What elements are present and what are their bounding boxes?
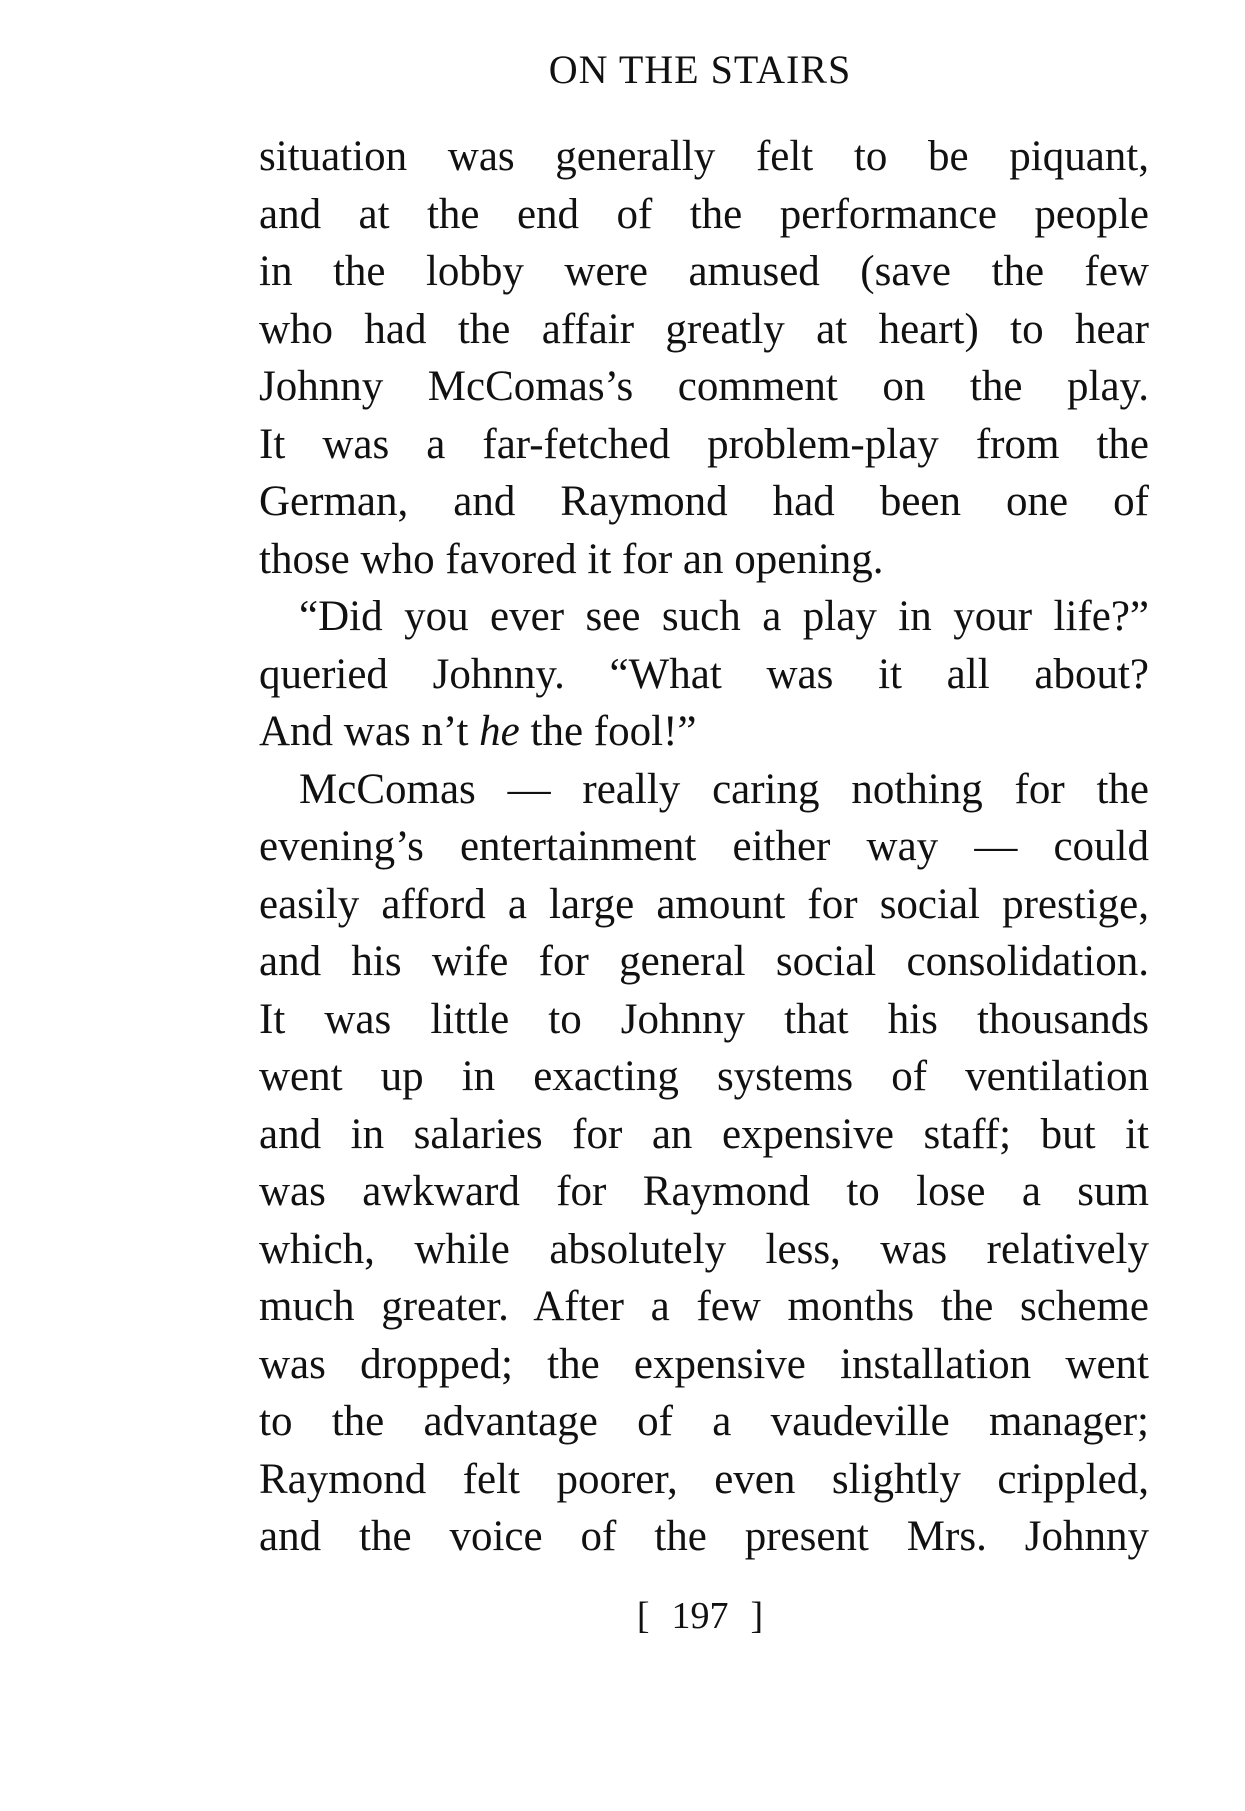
- running-head: ON THE STAIRS: [548, 47, 852, 92]
- text-line: in the lobby were amused (save the few: [259, 248, 1149, 295]
- text-line: German, and Raymond had been one of: [259, 478, 1149, 525]
- text-line-with-italic: [259, 703, 1149, 761]
- text-line: McComas — really caring nothing for the: [299, 765, 1149, 813]
- text-line: went up in exacting systems of ventilation: [259, 1053, 1149, 1100]
- text-line: and his wife for general social consolidation.: [259, 938, 1149, 985]
- page-number-value: 197: [671, 1595, 729, 1637]
- text-line: “Did you ever see such a play in your life?”: [299, 593, 1149, 640]
- folio-bracket-right: ]: [750, 1595, 764, 1637]
- page-number: [600, 1594, 800, 1638]
- text-line: to the advantage of a vaudeville manager;: [259, 1398, 1149, 1445]
- text-line: Johnny McComas’s comment on the play.: [259, 363, 1149, 410]
- text-line: evening’s entertainment either way — could: [259, 823, 1149, 870]
- text-line: those who favored it for an opening.: [259, 535, 884, 583]
- text-fragment: And was n’t: [259, 708, 480, 755]
- text-line: and in salaries for an expensive staff; but it: [259, 1110, 1149, 1158]
- text-line: easily afford a large amount for social prestige,: [259, 880, 1149, 928]
- text-line: queried Johnny. “What was it all about?: [259, 650, 1149, 698]
- text-fragment: the fool!”: [519, 708, 697, 755]
- text-line: situation was generally felt to be piquant,: [259, 133, 1149, 180]
- text-line: It was a far-fetched problem-play from the: [259, 420, 1149, 468]
- text-line: and the voice of the present Mrs. Johnny: [259, 1513, 1149, 1560]
- text-line: and at the end of the performance people: [259, 190, 1149, 238]
- text-line: much greater. After a few months the scheme: [259, 1283, 1149, 1330]
- text-line: Raymond felt poorer, even slightly crippled,: [259, 1455, 1149, 1503]
- text-line: It was little to Johnny that his thousands: [259, 995, 1149, 1043]
- text-line: who had the affair greatly at heart) to hear: [259, 305, 1149, 353]
- text-line: was dropped; the expensive installation went: [259, 1340, 1149, 1388]
- italic-word: he: [479, 708, 520, 755]
- folio-bracket-left: [: [636, 1595, 650, 1637]
- text-line: which, while absolutely less, was relatively: [259, 1225, 1149, 1273]
- body-text: [259, 128, 1149, 1566]
- text-line: was awkward for Raymond to lose a sum: [259, 1168, 1149, 1215]
